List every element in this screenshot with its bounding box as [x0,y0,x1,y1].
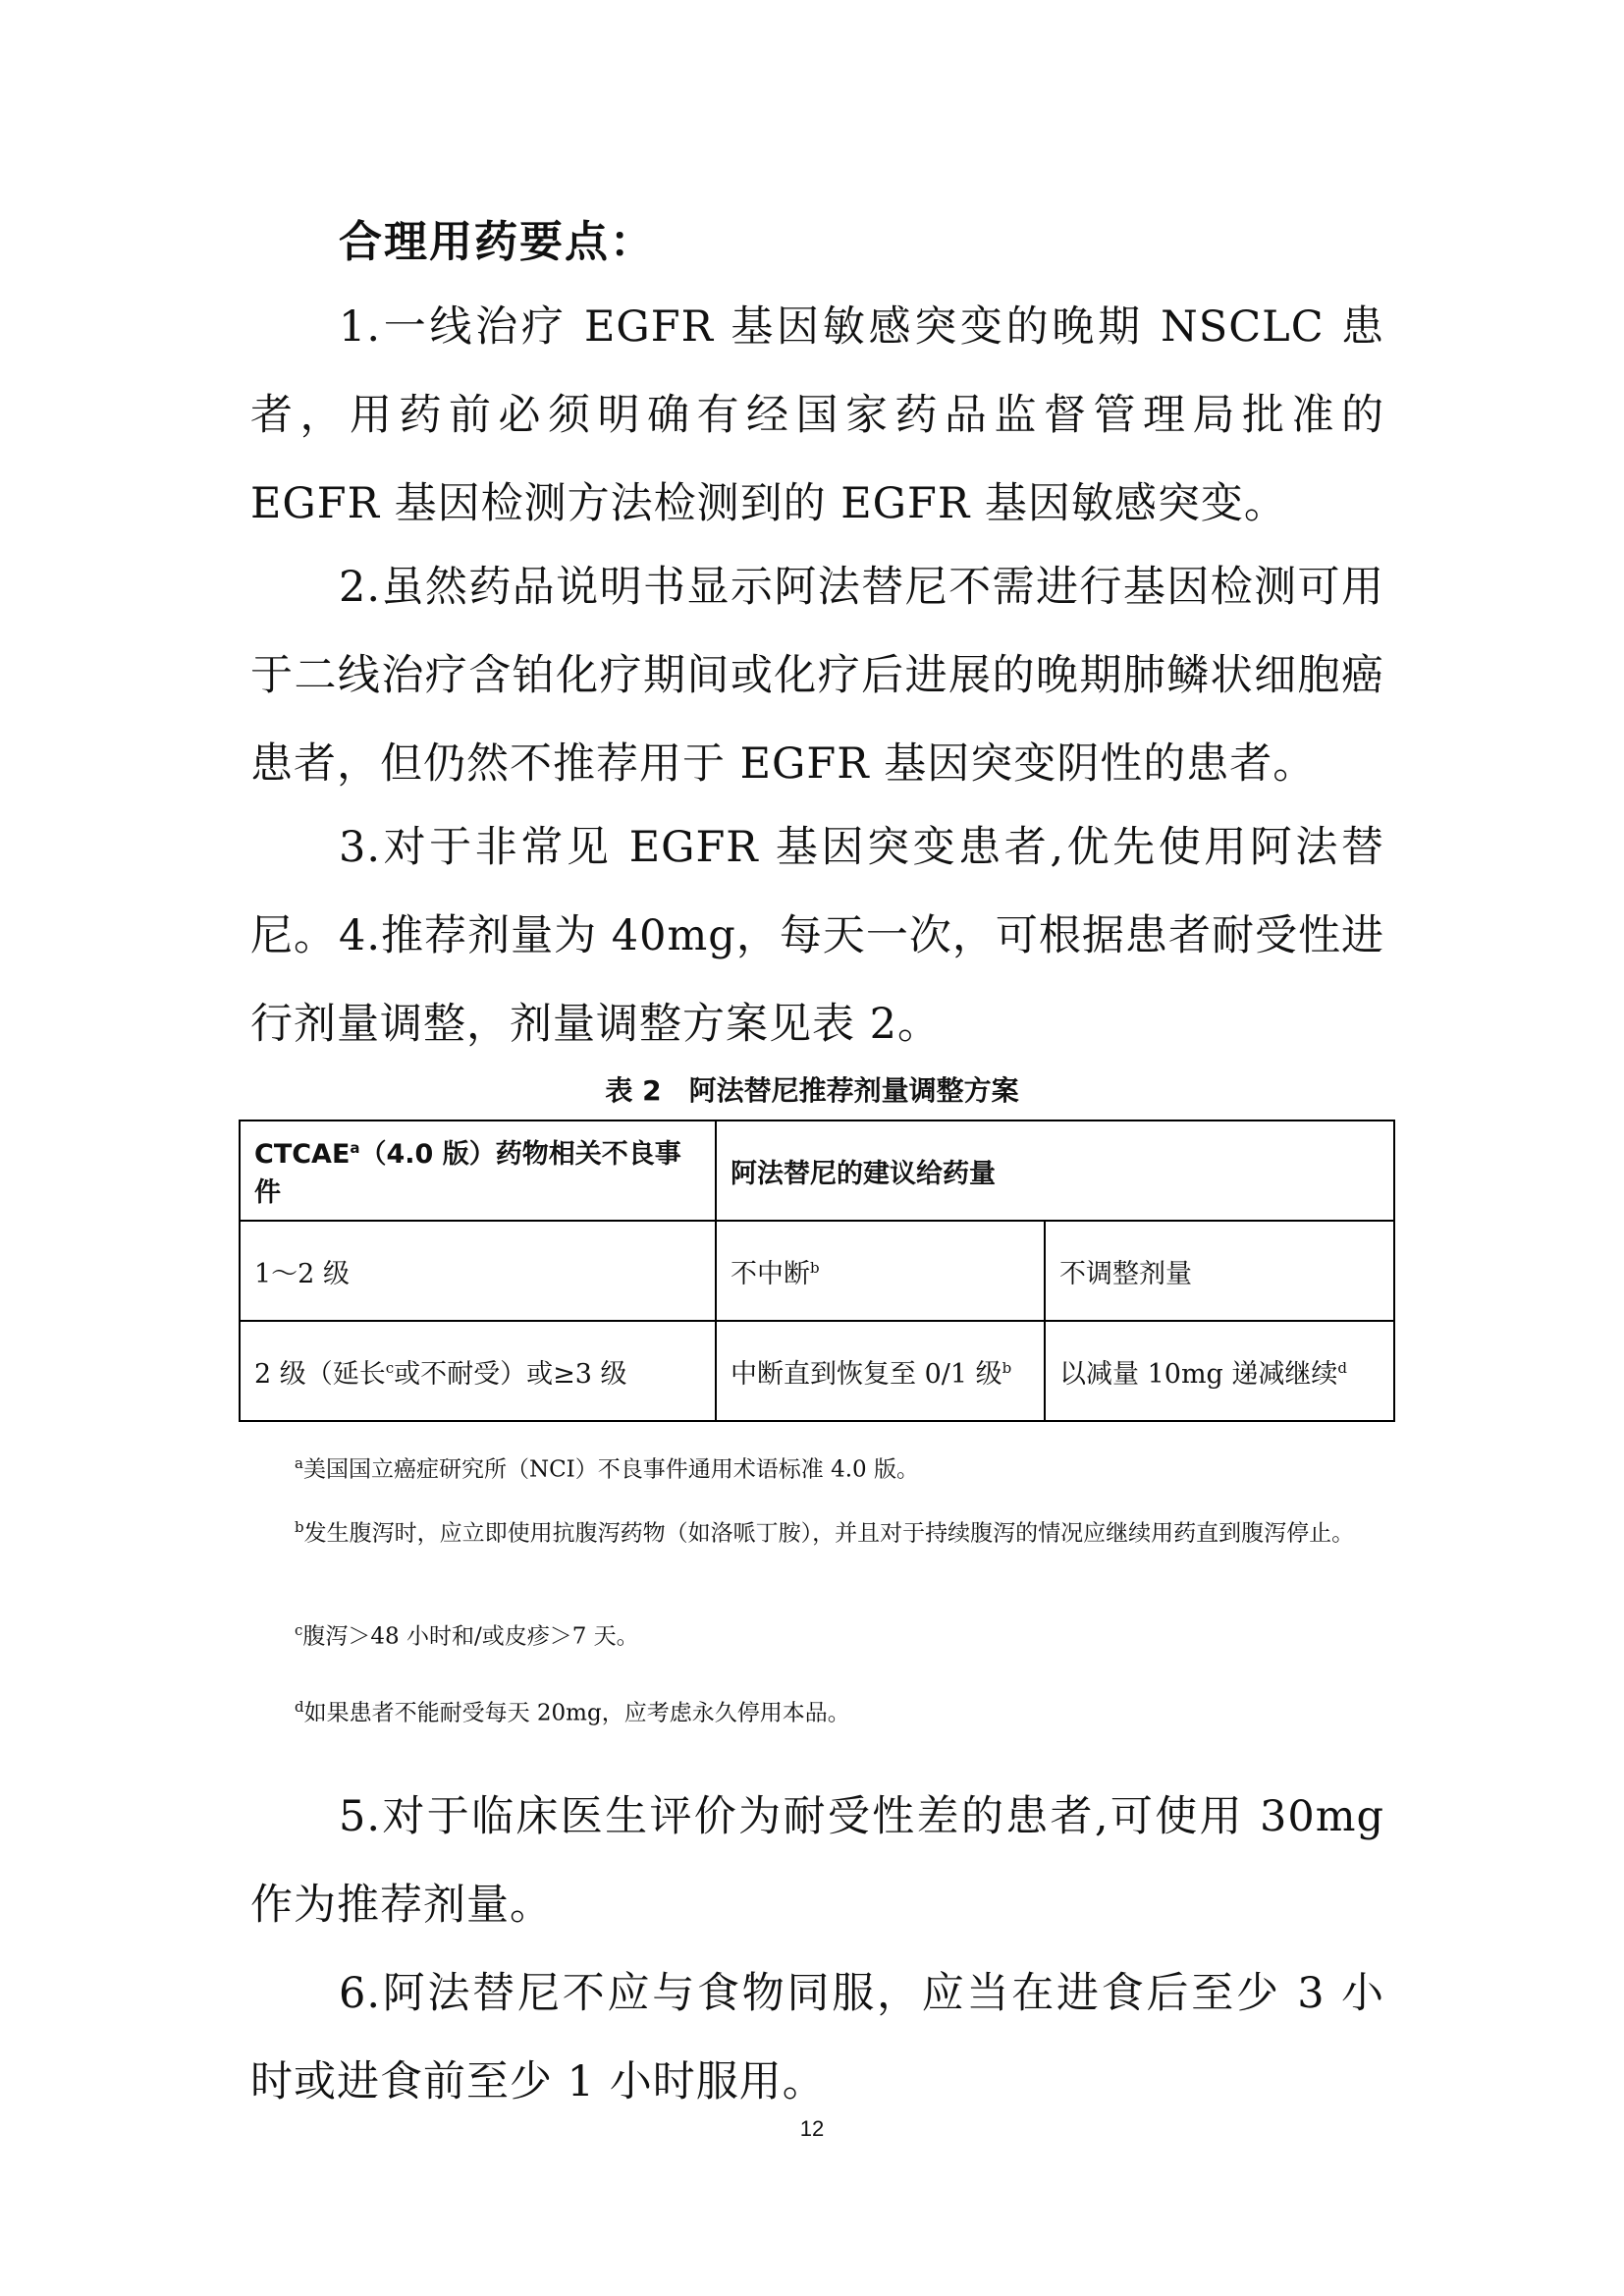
paragraph-5: 5.对于临床医生评价为耐受性差的患者,可使用 30mg 作为推荐剂量。 [250,1792,1384,1930]
action-text: 中断直到恢复至 0/1 级 [731,1358,1002,1390]
footnote-marker-b: b [810,1258,820,1277]
dose-text: 以减量 10mg 递减继续 [1059,1358,1338,1390]
dose-cell [1045,1321,1394,1421]
footnote-text: 美国国立癌症研究所（NCI）不良事件通用术语标准 4.0 版。 [302,1456,919,1483]
grade-cell [240,1321,716,1421]
footnote-mark: b [295,1518,304,1536]
footnote-d [295,1687,1384,1733]
header-ctcae-version: （4.0 版）药物相关不良事件 [254,1139,681,1208]
table-header-row [240,1121,1394,1221]
action-cell [716,1221,1045,1321]
dose-cell: 不调整剂量 [1045,1221,1394,1321]
footnote-marker-a: a [350,1139,360,1157]
footnote-marker-b: b [1001,1358,1012,1377]
footnote-b [295,1507,1384,1554]
footnote-mark: d [295,1698,304,1716]
grade-text-a: 2 级（延长 [254,1358,386,1390]
action-cell [716,1321,1045,1421]
table-row [240,1221,1394,1321]
paragraph-3: 3.对于非常见 EGFR 基因突变患者,优先使用阿法替尼。 [250,823,1384,960]
footnote-text: 如果患者不能耐受每天 20mg，应考虑永久停用本品。 [303,1700,850,1726]
footnote-mark: c [295,1621,303,1639]
dose-adjustment-table [239,1120,1395,1422]
header-cell-adverse-event [240,1121,716,1221]
footnote-text: 发生腹泻时，应立即使用抗腹泻药物（如洛哌丁胺），并且对于持续腹泻的情况应继续用药直到腹泻停止。 [303,1520,1355,1547]
paragraph-2: 2.虽然药品说明书显示阿法替尼不需进行基因检测可用于二线治疗含铂化疗期间或化疗后进展的晚期肺鳞状细胞癌患者，但仍然不推荐用于 EGFR 基因突变阴性的患者。 [250,563,1384,789]
paragraph-4: 4.推荐剂量为 40mg，每天一次，可根据患者耐受性进行剂量调整，剂量调整方案见表 2。 [250,911,1384,1049]
footnote-a [295,1444,1384,1490]
footnote-c [295,1611,1384,1657]
action-text: 不中断 [731,1258,810,1289]
footnote-marker-d: d [1337,1358,1348,1377]
section-heading: 合理用药要点： [339,217,655,267]
footnote-mark: a [295,1454,303,1472]
grade-cell: 1～2 级 [240,1221,716,1321]
table-row [240,1321,1394,1421]
header-cell-dosage: 阿法替尼的建议给药量 [716,1121,1394,1221]
footnote-text: 腹泻＞48 小时和/或皮疹＞7 天。 [302,1623,639,1650]
grade-text-b: 或不耐受）或≥3 级 [394,1358,627,1390]
page-number: 12 [799,2116,825,2141]
table-caption: 表 2 阿法替尼推荐剂量调整方案 [605,1074,1019,1107]
footnote-marker-c: c [385,1358,395,1377]
header-ctcae: CTCAE [254,1139,351,1170]
paragraph-6: 6.阿法替尼不应与食物同服，应当在进食后至少 3 小时或进食前至少 1 小时服用。 [250,1969,1384,2106]
paragraph-1: 1.一线治疗 EGFR 基因敏感突变的晚期 NSCLC 患者，用药前必须明确有经国家药品监督管理局批准的 EGFR 基因检测方法检测到的 EGFR 基因敏感突变。 [250,302,1384,528]
